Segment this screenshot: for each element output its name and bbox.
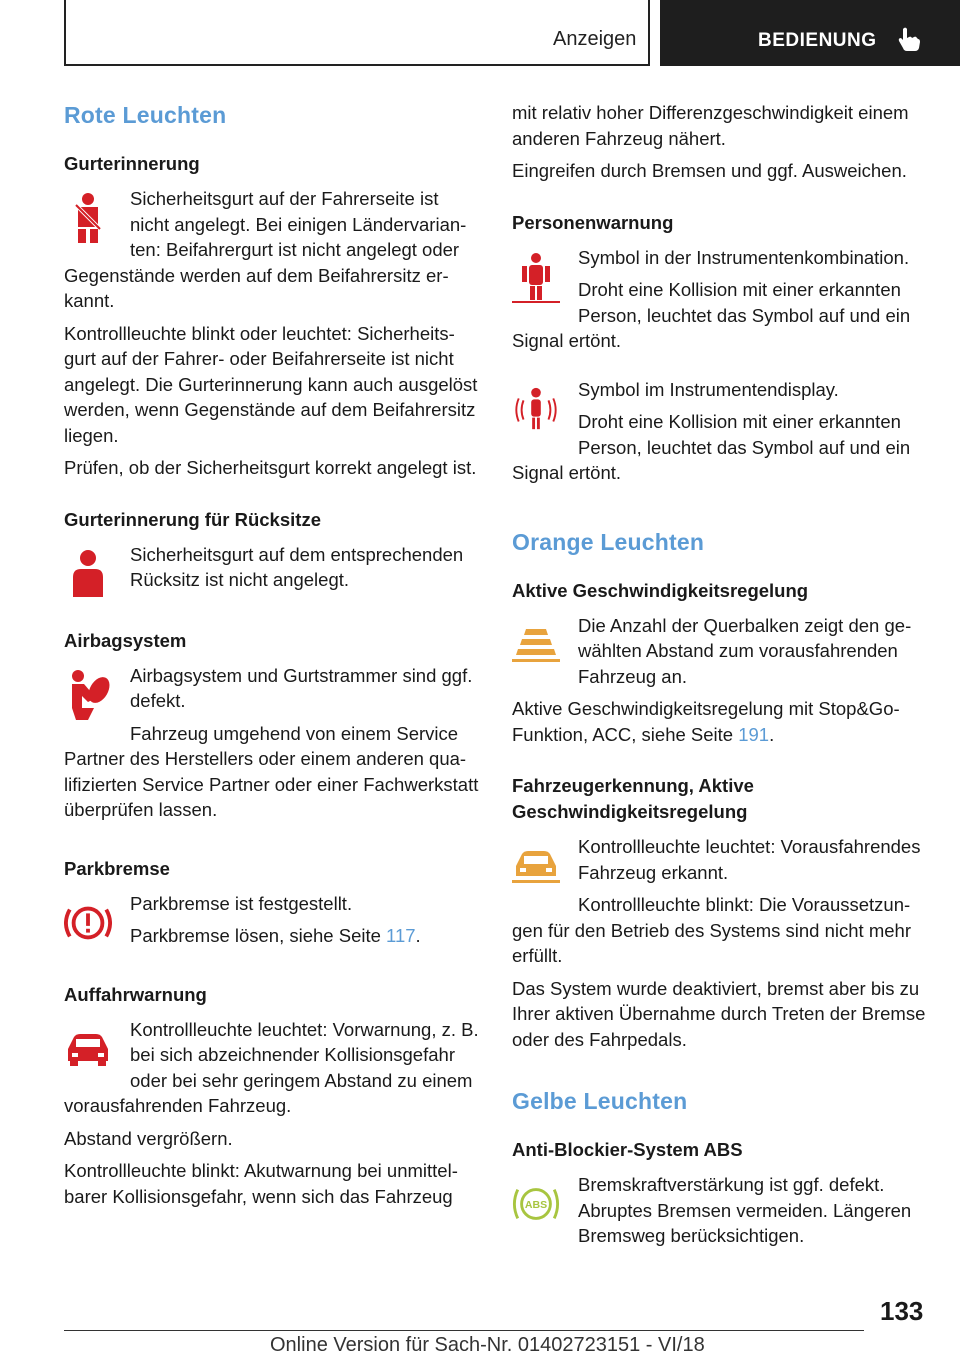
section-heading-yellow: Gelbe Leuchten <box>512 1088 688 1114</box>
collision-cont-text-2: Eingreifen durch Bremsen und ggf. Ausweichen. <box>512 160 907 181</box>
vehicle-detect-title: Fahrzeugerkennung, Aktive Geschwindigkeitsregelung <box>512 775 754 822</box>
parking-brake-ref-prefix: Parkbremse lösen, siehe Seite <box>130 925 387 946</box>
acc-ref-prefix: Aktive Geschwindigkeitsregelung mit Stop&Go-Funktion, ACC, siehe Seite <box>512 698 900 745</box>
seatbelt-text-3: Prüfen, ob der Sicherheitsgurt korrekt angelegt ist. <box>64 457 477 478</box>
collision-title: Auffahrwarnung <box>64 983 207 1005</box>
pedestrian-text-b1: Symbol im Instrumentendisplay. <box>578 378 839 400</box>
parking-brake-text-1: Parkbremse ist festgestellt. <box>130 892 353 914</box>
parking-brake-text-2 <box>64 923 480 949</box>
pedestrian-title: Personenwarnung <box>512 211 674 233</box>
parking-brake-title: Parkbremse <box>64 857 170 879</box>
abs-text-1: Bremskraftverstärkung ist ggf. defekt. Abruptes Bremsen vermeiden. Längeren Bremsweg berücksichtigen. <box>578 1174 912 1246</box>
seatbelt-entry <box>64 186 480 321</box>
left-column <box>64 100 480 1216</box>
footer-divider <box>64 1330 864 1331</box>
vehicle-detect-text-2: Kontrollleuchte blinkt: Die Voraussetzungen für den Betrieb des Systems sind nicht mehr erfüllt. <box>512 894 911 966</box>
vehicle-detected-icon <box>512 838 560 894</box>
pedestrian-text-b2: Droht eine Kollision mit einer erkannten Person, leuchtet das Symbol auf und ein Signal ertönt. <box>512 411 911 483</box>
acc-entry <box>512 613 930 697</box>
page-link-117[interactable]: 117 <box>386 925 416 946</box>
header-chapter-label: BEDIENUNG <box>758 30 877 51</box>
section-heading-orange: Orange Leuchten <box>512 528 705 555</box>
parking-brake-entry <box>64 891 480 956</box>
section-heading-red: Rote Leuchten <box>64 102 227 128</box>
hand-pointer-icon <box>896 26 922 52</box>
vehicle-detect-text-1: Kontrollleuchte leuchtet: Vorausfahrendes Fahrzeug erkannt. <box>578 836 921 883</box>
seatbelt-text-2: Kontrollleuchte blinkt oder leuchtet: Sicherheitsgurt auf der Fahrer- oder Beifahrerseite ist nicht angelegt. Die Gurterinnerung kann auch ausgelöst werden, wenn Gegenstände auf dem Beifahrersitz liegen. <box>64 322 478 446</box>
seatbelt-title: Gurterinnerung <box>64 153 200 174</box>
pedestrian-warning-icon <box>512 249 560 305</box>
pedestrian-display-icon <box>512 381 560 437</box>
collision-text-1: Kontrollleuchte leuchtet: Vorwarnung, z. B. bei sich abzeichnender Kollisionsgefahr oder bei sehr geringem Abstand zu einem vorausfahrenden Fahrzeug. <box>64 1018 479 1116</box>
airbag-text-1: Airbagsystem und Gurtstrammer sind ggf. defekt. <box>130 664 473 711</box>
pedestrian-text-a2: Droht eine Kollision mit einer erkannten Person, leuchtet das Symbol auf und ein Signal ertönt. <box>512 279 911 351</box>
header-section-title: Anzeigen <box>553 28 637 50</box>
distance-bars-icon <box>512 617 560 673</box>
parking-brake-ref-suffix: . <box>415 925 421 946</box>
abs-entry <box>512 1172 930 1256</box>
seatbelt-text-1: Sicherheitsgurt auf der Fahrerseite ist nicht angelegt. Bei einigen Ländervarianten: Beifahrergurt ist nicht angelegt oder Gegenstände werden auf dem Beifahrersitz erkannt. <box>64 188 467 311</box>
acc-text-2 <box>512 696 930 747</box>
abs-title: Anti-Blockier-System ABS <box>512 1139 743 1160</box>
collision-text-3: Kontrollleuchte blinkt: Akutwarnung bei unmittelbarer Kollisionsgefahr, wenn sich das Fahrzeug <box>64 1160 458 1207</box>
vehicle-detect-text-3: Das System wurde deaktiviert, bremst aber bis zu Ihrer aktiven Übernahme durch Treten der Bremse oder des Fahrpedals. <box>512 977 926 1050</box>
rear-seatbelt-text-1: Sicherheitsgurt auf dem entsprechenden Rücksitz ist nicht angelegt. <box>130 543 464 590</box>
page-link-191[interactable]: 191 <box>738 723 770 745</box>
rear-seat-icon <box>64 546 112 602</box>
acc-title: Aktive Geschwindigkeitsregelung <box>512 579 809 601</box>
airbag-entry <box>64 663 480 830</box>
airbag-warning-icon <box>64 667 112 723</box>
collision-text-2: Abstand vergrößern. <box>64 1127 233 1149</box>
rear-seatbelt-title: Gurterinnerung für Rücksitze <box>64 508 321 530</box>
airbag-text-2: Fahrzeug umgehend von einem Service Partner des Herstellers oder einem anderen qualifizierten Service Partner oder einer Fachwerkstatt überprüfen lassen. <box>64 722 479 820</box>
pedestrian-entry-a <box>512 245 930 361</box>
rear-seatbelt-entry <box>64 542 480 602</box>
seatbelt-warning-icon <box>64 190 112 246</box>
pedestrian-entry-b <box>512 377 930 493</box>
collision-cont-text-1: mit relativ hoher Differenzgeschwindigkeit einem anderen Fahrzeug nähert. <box>512 102 909 149</box>
parking-brake-icon <box>64 895 112 951</box>
car-warning-icon <box>64 1021 112 1077</box>
pedestrian-text-a1: Symbol in der Instrumentenkombination. <box>578 246 910 268</box>
footer-version-text: Online Version für Sach-Nr. 01402723151 - VI/18 <box>270 1334 705 1356</box>
header-chapter-tab[interactable] <box>660 0 960 66</box>
collision-entry <box>64 1017 480 1126</box>
page-number: 133 <box>880 1296 924 1326</box>
acc-text-1: Die Anzahl der Querbalken zeigt den gewählten Abstand zum vorausfahrenden Fahrzeug an. <box>578 614 912 687</box>
acc-ref-suffix: . <box>769 723 775 745</box>
vehicle-detect-entry <box>512 834 930 976</box>
abs-warning-icon <box>512 1176 560 1232</box>
right-column <box>512 100 930 1256</box>
abs-icon-label: ABS <box>524 1198 548 1211</box>
airbag-title: Airbagsystem <box>64 629 187 651</box>
